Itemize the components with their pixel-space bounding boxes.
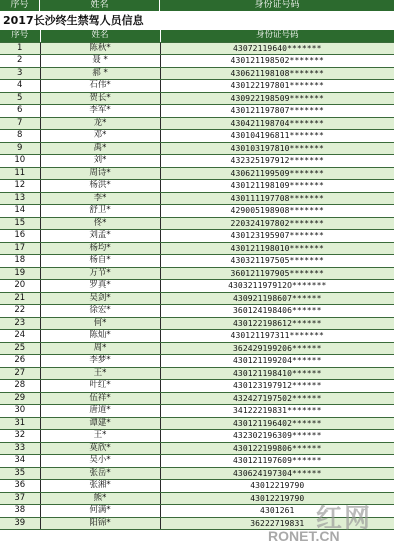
row-name-cell: 唐道* [40, 405, 160, 418]
row-id-cell: 429005198908******* [160, 205, 394, 218]
row-number-cell: 18 [0, 255, 40, 268]
row-id-cell: 4301261 [160, 505, 394, 518]
table-row [0, 405, 394, 418]
row-number-cell: 17 [0, 242, 40, 255]
row-id-cell: 430121196402****** [160, 417, 394, 430]
table-row [0, 67, 394, 80]
table-row [0, 455, 394, 468]
row-name-cell: 叶红* [40, 380, 160, 393]
row-number-cell: 5 [0, 92, 40, 105]
row-name-cell: 万节* [40, 267, 160, 280]
row-id-cell: 430321197912O******* [160, 280, 394, 293]
row-number-cell: 38 [0, 505, 40, 518]
row-name-cell: 熊* [40, 492, 160, 505]
row-number-cell: 19 [0, 267, 40, 280]
row-number-cell: 3 [0, 67, 40, 80]
row-id-cell: 430321197505******* [160, 255, 394, 268]
row-name-cell: 郝 * [40, 67, 160, 80]
row-number-cell: 2 [0, 55, 40, 68]
row-id-cell: 430121197311******* [160, 330, 394, 343]
row-number-cell: 36 [0, 480, 40, 493]
row-number-cell: 39 [0, 517, 40, 530]
table-row [0, 42, 394, 55]
table-row [0, 342, 394, 355]
row-id-cell: 430103197810******* [160, 142, 394, 155]
table-row [0, 317, 394, 330]
table-row [0, 180, 394, 193]
table-header-row [0, 30, 394, 42]
row-name-cell: 佟* [40, 217, 160, 230]
row-number-cell: 31 [0, 417, 40, 430]
table-row [0, 305, 394, 318]
table-row [0, 505, 394, 518]
row-number-cell: 20 [0, 280, 40, 293]
table-row [0, 267, 394, 280]
row-name-cell: 石伟* [40, 80, 160, 93]
row-name-cell: 莫欣* [40, 442, 160, 455]
row-name-cell: 吴剑* [40, 292, 160, 305]
table-row [0, 155, 394, 168]
table-row [0, 480, 394, 493]
table-row [0, 330, 394, 343]
row-number-cell: 29 [0, 392, 40, 405]
row-id-cell: 430121198010******* [160, 242, 394, 255]
row-number-cell: 12 [0, 180, 40, 193]
row-number-cell: 13 [0, 192, 40, 205]
row-id-cell: 430921198607****** [160, 292, 394, 305]
column-header-num: 序号 [0, 30, 40, 42]
table-row [0, 355, 394, 368]
row-number-cell: 22 [0, 305, 40, 318]
row-name-cell: 禹* [40, 142, 160, 155]
top-header-row [0, 0, 394, 11]
row-id-cell: 360124198406****** [160, 305, 394, 318]
row-number-cell: 32 [0, 430, 40, 443]
row-name-cell: 贺长* [40, 92, 160, 105]
row-name-cell: 吴小* [40, 455, 160, 468]
row-number-cell: 1 [0, 42, 40, 55]
row-name-cell: 聂 * [40, 55, 160, 68]
row-id-cell: 43012219790 [160, 492, 394, 505]
row-name-cell: 张岳* [40, 467, 160, 480]
table-body [0, 42, 394, 530]
row-name-cell: 罗真* [40, 280, 160, 293]
table-caption: 2017长沙终生禁驾人员信息 [3, 14, 144, 27]
row-number-cell: 10 [0, 155, 40, 168]
top-header-id: 身份证号码 [254, 0, 300, 10]
row-number-cell: 34 [0, 455, 40, 468]
table-row [0, 192, 394, 205]
row-id-cell: 430104196811******* [160, 130, 394, 143]
row-name-cell: 陈秋* [40, 42, 160, 55]
row-id-cell: 430621198108******* [160, 67, 394, 80]
table-row [0, 142, 394, 155]
table-row [0, 392, 394, 405]
row-id-cell: 430122198612****** [160, 317, 394, 330]
row-id-cell: 430111197708******* [160, 192, 394, 205]
row-id-cell: 360121197905******* [160, 267, 394, 280]
row-number-cell: 6 [0, 105, 40, 118]
row-name-cell: 刘* [40, 155, 160, 168]
row-name-cell: 何满* [40, 505, 160, 518]
row-number-cell: 23 [0, 317, 40, 330]
watermark-url: RONET.CN [268, 528, 340, 544]
banned-drivers-table [0, 30, 394, 530]
row-id-cell: 430624197304****** [160, 467, 394, 480]
page-edge [394, 0, 400, 550]
row-id-cell: 36222719831 [160, 517, 394, 530]
row-number-cell: 35 [0, 467, 40, 480]
row-number-cell: 25 [0, 342, 40, 355]
row-name-cell: 周诗* [40, 167, 160, 180]
row-number-cell: 24 [0, 330, 40, 343]
row-name-cell: 李* [40, 192, 160, 205]
watermark-logo: 红网 [316, 504, 373, 534]
table-row [0, 292, 394, 305]
row-id-cell: 220324197802******* [160, 217, 394, 230]
row-name-cell: 杨均* [40, 242, 160, 255]
row-id-cell: 430121198410****** [160, 367, 394, 380]
table-row [0, 380, 394, 393]
row-id-cell: 430123197912****** [160, 380, 394, 393]
row-id-cell: 430421198704******* [160, 117, 394, 130]
row-number-cell: 15 [0, 217, 40, 230]
table-row [0, 255, 394, 268]
table-row [0, 167, 394, 180]
row-number-cell: 30 [0, 405, 40, 418]
table-row [0, 242, 394, 255]
row-id-cell: 432325197912******* [160, 155, 394, 168]
table-row [0, 467, 394, 480]
row-number-cell: 21 [0, 292, 40, 305]
row-id-cell: 432302196309****** [160, 430, 394, 443]
row-name-cell: 周* [40, 342, 160, 355]
row-number-cell: 4 [0, 80, 40, 93]
row-number-cell: 14 [0, 205, 40, 218]
row-name-cell: 阳锦* [40, 517, 160, 530]
row-name-cell: 王* [40, 430, 160, 443]
row-id-cell: 430121198109******* [160, 180, 394, 193]
row-id-cell: 430122197801******* [160, 80, 394, 93]
table-row [0, 105, 394, 118]
row-id-cell: 432427197502****** [160, 392, 394, 405]
table-row [0, 130, 394, 143]
table-row [0, 280, 394, 293]
row-id-cell: 430621199509******* [160, 167, 394, 180]
table-row [0, 367, 394, 380]
row-number-cell: 7 [0, 117, 40, 130]
table-row [0, 55, 394, 68]
row-id-cell: 430922198509******* [160, 92, 394, 105]
table-row [0, 80, 394, 93]
row-number-cell: 28 [0, 380, 40, 393]
row-number-cell: 37 [0, 492, 40, 505]
row-name-cell: 龙* [40, 117, 160, 130]
table-row [0, 230, 394, 243]
table-row [0, 205, 394, 218]
row-id-cell: 430123195907******* [160, 230, 394, 243]
row-name-cell: 杨洪* [40, 180, 160, 193]
row-id-cell: 43012219790 [160, 480, 394, 493]
row-name-cell: 陈灿* [40, 330, 160, 343]
table-row [0, 217, 394, 230]
row-name-cell: 刘孟* [40, 230, 160, 243]
row-name-cell: 杨自* [40, 255, 160, 268]
row-name-cell: 伍祥* [40, 392, 160, 405]
row-name-cell: 张湘* [40, 480, 160, 493]
column-header-name: 姓名 [40, 30, 160, 42]
table-row [0, 492, 394, 505]
row-number-cell: 33 [0, 442, 40, 455]
row-name-cell: 李军* [40, 105, 160, 118]
row-number-cell: 27 [0, 367, 40, 380]
row-number-cell: 16 [0, 230, 40, 243]
top-header-name: 姓名 [40, 0, 160, 11]
row-number-cell: 9 [0, 142, 40, 155]
row-id-cell: 430121199204****** [160, 355, 394, 368]
row-id-cell: 430121198502******* [160, 55, 394, 68]
row-name-cell: 谭建* [40, 417, 160, 430]
row-number-cell: 11 [0, 167, 40, 180]
row-name-cell: 舒卫* [40, 205, 160, 218]
row-id-cell: 362429199206****** [160, 342, 394, 355]
row-name-cell: 徐宏* [40, 305, 160, 318]
row-id-cell: 430122199806****** [160, 442, 394, 455]
row-id-cell: 430121197807******* [160, 105, 394, 118]
table-row [0, 517, 394, 530]
row-name-cell: 王* [40, 367, 160, 380]
table-row [0, 442, 394, 455]
table-row [0, 117, 394, 130]
top-header-num: 序号 [0, 0, 40, 11]
row-number-cell: 26 [0, 355, 40, 368]
column-header-id: 身份证号码 [160, 30, 394, 42]
row-number-cell: 8 [0, 130, 40, 143]
table-row [0, 92, 394, 105]
table-row [0, 430, 394, 443]
row-name-cell: 何* [40, 317, 160, 330]
row-id-cell: 34122219831******* [160, 405, 394, 418]
row-id-cell: 430121197609****** [160, 455, 394, 468]
table-row [0, 417, 394, 430]
row-id-cell: 43072119640******* [160, 42, 394, 55]
row-name-cell: 李梦* [40, 355, 160, 368]
row-name-cell: 邓* [40, 130, 160, 143]
